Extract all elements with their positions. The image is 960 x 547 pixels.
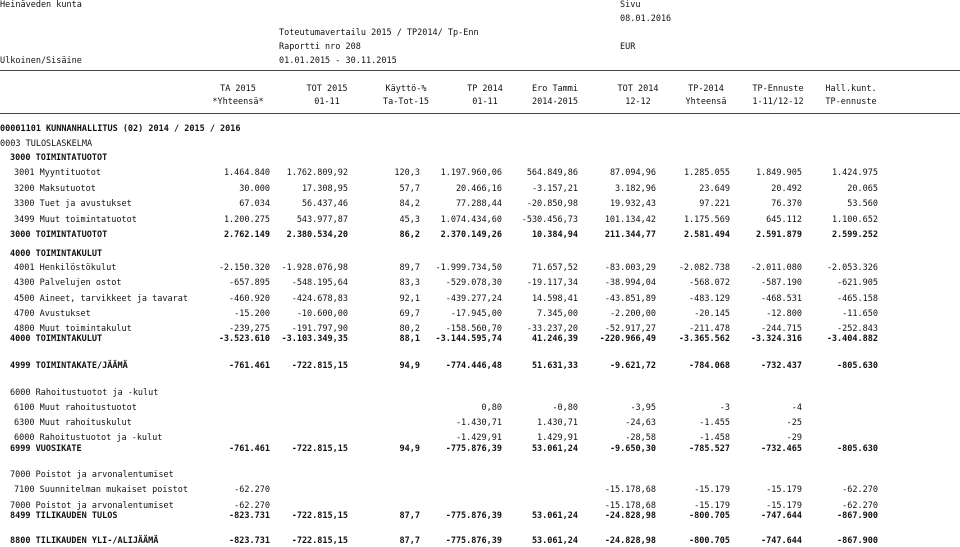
row-value: -3.103.349,35 bbox=[281, 334, 348, 344]
row-label: 7000 Poistot ja arvonalentumiset bbox=[10, 501, 174, 511]
row-value: -722.815,15 bbox=[291, 511, 348, 521]
row-value: 2.370.149,26 bbox=[440, 230, 502, 240]
row-label: 3000 TOIMINTATUOTOT bbox=[10, 230, 108, 240]
row-value: 2.762.149 bbox=[223, 230, 270, 240]
row-value: -2.053.326 bbox=[826, 263, 878, 273]
row-value: -24,63 bbox=[625, 418, 656, 428]
row-label: 4999 TOIMINTAKATE/JÄÄMÄ bbox=[10, 361, 128, 371]
row-value: 20.492 bbox=[771, 184, 802, 194]
row-value: -15.179 bbox=[694, 501, 730, 511]
table-row bbox=[0, 199, 960, 210]
row-value: -722.815,15 bbox=[291, 536, 348, 546]
row-value: -722.815,15 bbox=[291, 444, 348, 454]
row-value: -732.437 bbox=[761, 361, 802, 371]
row-value: -15.178,68 bbox=[604, 501, 656, 511]
row-value: 1.429,91 bbox=[537, 433, 578, 443]
row-value: -29 bbox=[786, 433, 802, 443]
row-value: 101.134,42 bbox=[604, 215, 656, 225]
row-value: -25 bbox=[786, 418, 802, 428]
row-value: 7.345,00 bbox=[537, 309, 578, 319]
row-value: 51.631,33 bbox=[531, 361, 578, 371]
row-value: -867.900 bbox=[837, 536, 878, 546]
column-header-bottom: TP-ennuste bbox=[825, 97, 877, 107]
row-value: -460.920 bbox=[229, 294, 270, 304]
column-header-bottom: 01-11 bbox=[472, 97, 498, 107]
row-value: -587.190 bbox=[761, 278, 802, 288]
row-value: -0,80 bbox=[552, 403, 578, 413]
row-value: -15.179 bbox=[694, 485, 730, 495]
column-header-top: Ero Tammi bbox=[531, 84, 579, 94]
row-value: -3 bbox=[719, 403, 730, 413]
row-value: -52.917,27 bbox=[604, 324, 656, 334]
row-value: 1.200.275 bbox=[223, 215, 270, 225]
income-section-title: 3000 TOIMINTATUOTOT bbox=[10, 153, 108, 163]
row-value: -11.650 bbox=[842, 309, 878, 319]
row-label: 8499 TILIKAUDEN TULOS bbox=[10, 511, 118, 521]
row-label: 8800 TILIKAUDEN YLI-/ALIJÄÄMÄ bbox=[10, 536, 159, 546]
column-header-top: Käyttö-% bbox=[385, 84, 427, 94]
row-value: 10.384,94 bbox=[531, 230, 578, 240]
row-value: -775.876,39 bbox=[445, 536, 502, 546]
row-value: -33.237,20 bbox=[526, 324, 578, 334]
row-value: -15.178,68 bbox=[604, 485, 656, 495]
table-row bbox=[0, 294, 960, 305]
row-value: 53.061,24 bbox=[531, 511, 578, 521]
row-label: 6300 Muut rahoituskulut bbox=[14, 418, 132, 428]
row-value: 76.370 bbox=[771, 199, 802, 209]
row-value: 0,80 bbox=[481, 403, 502, 413]
row-value: -252.843 bbox=[837, 324, 878, 334]
row-value: -621.905 bbox=[837, 278, 878, 288]
header-divider-bottom bbox=[0, 113, 960, 114]
row-value: 88,1 bbox=[399, 334, 420, 344]
row-label: 4300 Palvelujen ostot bbox=[14, 278, 122, 288]
row-value: -800.705 bbox=[689, 511, 730, 521]
page-label: Sivu bbox=[620, 0, 641, 10]
table-row bbox=[0, 433, 960, 444]
row-value: -823.731 bbox=[229, 536, 270, 546]
row-value: -3.365.562 bbox=[678, 334, 730, 344]
row-value: -657.895 bbox=[229, 278, 270, 288]
section-title: 00001101 KUNNANHALLITUS (02) 2014 / 2015 / 2016 bbox=[0, 124, 241, 134]
row-value: 1.424.975 bbox=[831, 168, 878, 178]
row-value: -220.966,49 bbox=[599, 334, 656, 344]
row-value: -1.430,71 bbox=[455, 418, 502, 428]
row-value: 20.466,16 bbox=[455, 184, 502, 194]
column-header-bottom: Yhteensä bbox=[685, 97, 727, 107]
row-value: -3.324.316 bbox=[750, 334, 802, 344]
row-value: -568.072 bbox=[689, 278, 730, 288]
row-value: -775.876,39 bbox=[445, 511, 502, 521]
column-header-top: TOT 2014 bbox=[617, 84, 659, 94]
row-value: -424.678,83 bbox=[291, 294, 348, 304]
row-value: -3.157,21 bbox=[531, 184, 578, 194]
column-header-top: TP-2014 bbox=[688, 84, 724, 94]
row-value: 57,7 bbox=[399, 184, 420, 194]
column-header-top: TP 2014 bbox=[467, 84, 503, 94]
table-row bbox=[0, 444, 960, 455]
row-label: 7100 Suunnitelman mukaiset poistot bbox=[14, 485, 188, 495]
row-value: -9.621,72 bbox=[609, 361, 656, 371]
row-value: -19.117,34 bbox=[526, 278, 578, 288]
table-row bbox=[0, 334, 960, 345]
row-value: 211.344,77 bbox=[604, 230, 656, 240]
row-value: 1.074.434,60 bbox=[440, 215, 502, 225]
row-value: -62.270 bbox=[842, 485, 878, 495]
row-value: -28,58 bbox=[625, 433, 656, 443]
row-value: -2.082.738 bbox=[678, 263, 730, 273]
row-value: 19.932,43 bbox=[609, 199, 656, 209]
row-value: -24.828,98 bbox=[604, 536, 656, 546]
row-value: -158.560,70 bbox=[445, 324, 502, 334]
row-label: 3300 Tuet ja avustukset bbox=[14, 199, 132, 209]
column-header-top: TA 2015 bbox=[220, 84, 256, 94]
row-value: 80,2 bbox=[399, 324, 420, 334]
row-value: -867.900 bbox=[837, 511, 878, 521]
table-row bbox=[0, 168, 960, 179]
row-value: 67.034 bbox=[239, 199, 270, 209]
row-value: -2.150.320 bbox=[218, 263, 270, 273]
row-value: -774.446,48 bbox=[445, 361, 502, 371]
row-value: -4 bbox=[791, 403, 802, 413]
row-value: -468.531 bbox=[761, 294, 802, 304]
row-label: 4800 Muut toimintakulut bbox=[14, 324, 132, 334]
row-value: -62.270 bbox=[842, 501, 878, 511]
row-value: -2.200,00 bbox=[609, 309, 656, 319]
row-value: -785.527 bbox=[689, 444, 730, 454]
row-value: 17.308,95 bbox=[301, 184, 348, 194]
table-row bbox=[0, 230, 960, 241]
column-header-bottom: 2014-2015 bbox=[531, 97, 579, 107]
row-value: -20.850,98 bbox=[526, 199, 578, 209]
row-value: -3.144.595,74 bbox=[435, 334, 502, 344]
row-value: 45,3 bbox=[399, 215, 420, 225]
row-value: -1.429,91 bbox=[455, 433, 502, 443]
row-label: 6100 Muut rahoitustuotot bbox=[14, 403, 137, 413]
column-header-bottom: *Yhteensä* bbox=[212, 97, 264, 107]
row-label: 4500 Aineet, tarvikkeet ja tavarat bbox=[14, 294, 188, 304]
section-subtitle: 0003 TULOSLASKELMA bbox=[0, 139, 93, 149]
row-value: -3.523.610 bbox=[218, 334, 270, 344]
row-value: 94,9 bbox=[399, 444, 420, 454]
row-value: -1.455 bbox=[699, 418, 730, 428]
row-value: -823.731 bbox=[229, 511, 270, 521]
row-value: -805.630 bbox=[837, 361, 878, 371]
row-label: 6000 Rahoitustuotot ja -kulut bbox=[10, 388, 159, 398]
row-value: 53.061,24 bbox=[531, 444, 578, 454]
row-value: 14.598,41 bbox=[531, 294, 578, 304]
row-value: -761.461 bbox=[229, 444, 270, 454]
row-value: 20.065 bbox=[847, 184, 878, 194]
report-title: Toteutumavertailu 2015 / TP2014/ Tp-Enn bbox=[279, 28, 479, 38]
row-label: 3001 Myyntituotot bbox=[14, 168, 101, 178]
row-value: 77.288,44 bbox=[455, 199, 502, 209]
row-value: -784.068 bbox=[689, 361, 730, 371]
row-value: 83,3 bbox=[399, 278, 420, 288]
row-label: 4000 TOIMINTAKULUT bbox=[10, 249, 103, 259]
column-header-top: Hall.kunt. bbox=[825, 84, 877, 94]
row-value: -439.277,24 bbox=[445, 294, 502, 304]
row-value: 1.430,71 bbox=[537, 418, 578, 428]
row-value: 1.285.055 bbox=[683, 168, 730, 178]
row-value: -20.145 bbox=[694, 309, 730, 319]
report-date: 08.01.2016 bbox=[620, 14, 672, 24]
row-value: 87,7 bbox=[399, 511, 420, 521]
column-header-top: TOT 2015 bbox=[306, 84, 348, 94]
row-value: -15.200 bbox=[234, 309, 270, 319]
row-label: 4700 Avustukset bbox=[14, 309, 91, 319]
table-row bbox=[0, 184, 960, 195]
row-value: -1.999.734,50 bbox=[435, 263, 502, 273]
row-value: -548.195,64 bbox=[291, 278, 348, 288]
column-header-bottom: 1-11/12-12 bbox=[752, 97, 804, 107]
row-value: 87,7 bbox=[399, 536, 420, 546]
row-value: 56.437,46 bbox=[301, 199, 348, 209]
row-label: 6000 Rahoitustuotot ja -kulut bbox=[14, 433, 163, 443]
table-row bbox=[0, 470, 960, 481]
row-value: 2.599.252 bbox=[831, 230, 878, 240]
row-value: 53.560 bbox=[847, 199, 878, 209]
row-value: -38.994,04 bbox=[604, 278, 656, 288]
row-label: 3499 Muut toimintatuotot bbox=[14, 215, 137, 225]
row-value: 23.649 bbox=[699, 184, 730, 194]
row-value: -191.797,90 bbox=[291, 324, 348, 334]
row-value: -62.270 bbox=[234, 501, 270, 511]
row-value: -800.705 bbox=[689, 536, 730, 546]
row-value: 92,1 bbox=[399, 294, 420, 304]
table-row bbox=[0, 388, 960, 399]
column-header-bottom: Ta-Tot-15 bbox=[382, 97, 430, 107]
row-value: 120,3 bbox=[394, 168, 420, 178]
row-value: -3,95 bbox=[630, 403, 656, 413]
row-label: 6999 VUOSIKATE bbox=[10, 444, 82, 454]
row-value: -244.715 bbox=[761, 324, 802, 334]
row-value: -17.945,00 bbox=[450, 309, 502, 319]
organization-name: Heinäveden kunta bbox=[0, 0, 82, 10]
report-number: Raportti nro 208 bbox=[279, 42, 361, 52]
table-row bbox=[0, 536, 960, 547]
currency-label: EUR bbox=[620, 42, 636, 52]
table-row bbox=[0, 249, 960, 260]
row-value: 564.849,86 bbox=[526, 168, 578, 178]
row-value: 71.657,52 bbox=[531, 263, 578, 273]
row-value: 53.061,24 bbox=[531, 536, 578, 546]
column-header-top: TP-Ennuste bbox=[752, 84, 804, 94]
row-value: -15.179 bbox=[766, 485, 802, 495]
row-value: 543.977,87 bbox=[296, 215, 348, 225]
row-value: 1.762.809,92 bbox=[286, 168, 348, 178]
row-value: -483.129 bbox=[689, 294, 730, 304]
column-header-bottom: 12-12 bbox=[625, 97, 651, 107]
row-value: -530.456,73 bbox=[521, 215, 578, 225]
report-period: 01.01.2015 - 30.11.2015 bbox=[279, 56, 397, 66]
row-label: 7000 Poistot ja arvonalentumiset bbox=[10, 470, 174, 480]
row-value: 2.591.879 bbox=[755, 230, 802, 240]
row-value: 84,2 bbox=[399, 199, 420, 209]
row-value: -732.465 bbox=[761, 444, 802, 454]
row-value: -62.270 bbox=[234, 485, 270, 495]
row-value: -1.928.076,98 bbox=[281, 263, 348, 273]
row-value: -805.630 bbox=[837, 444, 878, 454]
row-value: 2.380.534,20 bbox=[286, 230, 348, 240]
row-value: -43.851,89 bbox=[604, 294, 656, 304]
row-value: -2.011.080 bbox=[750, 263, 802, 273]
row-value: 1.849.905 bbox=[755, 168, 802, 178]
table-row bbox=[0, 278, 960, 289]
row-label: 4000 TOIMINTAKULUT bbox=[10, 334, 103, 344]
table-row bbox=[0, 485, 960, 496]
table-row bbox=[0, 361, 960, 372]
row-value: 645.112 bbox=[766, 215, 802, 225]
column-header-bottom: 01-11 bbox=[314, 97, 340, 107]
header-divider-top bbox=[0, 70, 960, 71]
row-value: 1.464.840 bbox=[223, 168, 270, 178]
row-value: -24.828,98 bbox=[604, 511, 656, 521]
row-value: 87.094,96 bbox=[609, 168, 656, 178]
row-value: 97.221 bbox=[699, 199, 730, 209]
row-value: 2.581.494 bbox=[683, 230, 730, 240]
row-value: 1.197.960,06 bbox=[440, 168, 502, 178]
row-value: -239,275 bbox=[229, 324, 270, 334]
table-row bbox=[0, 263, 960, 274]
row-value: 69,7 bbox=[399, 309, 420, 319]
table-row bbox=[0, 403, 960, 414]
row-value: -15.179 bbox=[766, 501, 802, 511]
table-row bbox=[0, 511, 960, 522]
row-value: 89,7 bbox=[399, 263, 420, 273]
table-row bbox=[0, 309, 960, 320]
table-row bbox=[0, 215, 960, 226]
row-value: 30.000 bbox=[239, 184, 270, 194]
scope-label: Ulkoinen/Sisäine bbox=[0, 56, 82, 66]
row-value: -747.644 bbox=[761, 511, 802, 521]
row-value: -775.876,39 bbox=[445, 444, 502, 454]
row-value: 1.175.569 bbox=[683, 215, 730, 225]
row-value: -761.461 bbox=[229, 361, 270, 371]
row-value: -747.644 bbox=[761, 536, 802, 546]
row-value: 3.182,96 bbox=[615, 184, 656, 194]
row-label: 4001 Henkilöstökulut bbox=[14, 263, 117, 273]
row-value: 94,9 bbox=[399, 361, 420, 371]
row-value: -722.815,15 bbox=[291, 361, 348, 371]
row-value: 86,2 bbox=[399, 230, 420, 240]
row-value: -83.003,29 bbox=[604, 263, 656, 273]
row-value: -12.800 bbox=[766, 309, 802, 319]
row-value: 41.246,39 bbox=[531, 334, 578, 344]
row-value: -529.078,30 bbox=[445, 278, 502, 288]
row-value: -1.458 bbox=[699, 433, 730, 443]
row-label: 3200 Maksutuotot bbox=[14, 184, 96, 194]
row-value: -211.478 bbox=[689, 324, 730, 334]
table-row bbox=[0, 418, 960, 429]
row-value: -3.404.882 bbox=[826, 334, 878, 344]
row-value: -10.600,00 bbox=[296, 309, 348, 319]
row-value: -465.158 bbox=[837, 294, 878, 304]
row-value: 1.100.652 bbox=[831, 215, 878, 225]
row-value: -9.650,30 bbox=[609, 444, 656, 454]
